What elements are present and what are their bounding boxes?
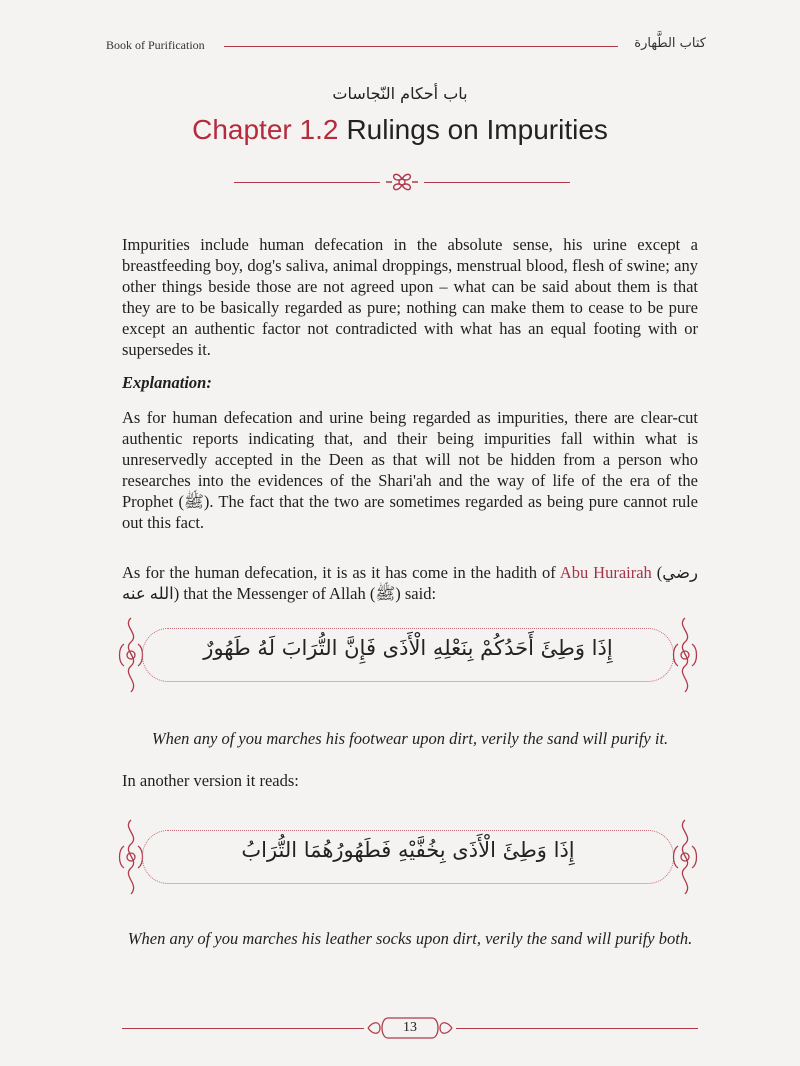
paragraph-ruling: Impurities include human defecation in the absolute sense, his urine except a breastfeeding boy, dog's saliva, animal droppings, menstrual blood, flesh of swine; any other things beside those are not agreed upon – what can be said about them is that they are to be basically regarded as pure; nothing can make them to cease to be pure except an authentic factor not contradicted with what has an equal footing with or supersedes it. (122, 235, 698, 359)
chapter-title: Rulings on Impurities (346, 114, 608, 145)
header-arabic-title: كتاب الطَّهارة (634, 36, 706, 51)
hadith-intro-after: (رضي الله عنه) that the Messenger of Allah (ﷺ) said: (122, 563, 698, 603)
page-footer (122, 1014, 698, 1042)
paragraph-explanation: As for human defecation and urine being regarded as impurities, there are clear-cut authentic reports indicating that, and their being impurities fall within what is unreservedly accepted in the Deen as that will not be hidden from a person who researches into the evidences of the Shari'ah and the way of life of the era of the Prophet (ﷺ). The fact that the two are sometimes regarded as being pure cannot rule out this fact. (122, 408, 698, 532)
page-number: 13 (403, 1020, 417, 1035)
scroll-ornament-icon (670, 816, 700, 898)
narrator-name: Abu Hurairah (559, 563, 652, 582)
flourish-ornament-icon (384, 170, 420, 194)
header-rule (224, 46, 618, 47)
paragraph-another-version: In another version it reads: (122, 771, 299, 790)
hadith-box (116, 816, 700, 898)
chapter-divider (234, 170, 570, 194)
hadith-box (116, 614, 700, 696)
running-header (106, 38, 706, 54)
chapter-heading (0, 114, 800, 146)
hadith-arabic: إِذَا وَطِئَ أَحَدُكُمْ بِنَعْلِهِ الْأَذَى فَإِنَّ التُّرَابَ لَهُ طَهُورٌ (203, 636, 613, 660)
hadith-arabic: إِذَا وَطِئَ الْأَذَى بِخُفَّيْهِ فَطَهُورُهُمَا التُّرَابُ (241, 838, 575, 862)
divider-line-right (424, 182, 570, 183)
chapter-arabic-title: باب أحكام النّجاسات (332, 84, 468, 103)
paragraph-hadith-intro (122, 562, 698, 604)
divider-line-left (234, 182, 380, 183)
scroll-ornament-icon (670, 614, 700, 696)
footer-rule-right (456, 1028, 698, 1029)
explanation-heading: Explanation: (122, 373, 212, 392)
chapter-number: Chapter 1.2 (192, 114, 339, 145)
footer-rule-left (122, 1028, 364, 1029)
hadith-translation: When any of you marches his footwear upon dirt, verily the sand will purify it. (151, 729, 669, 748)
hadith-translation: When any of you marches his leather socks upon dirt, verily the sand will purify both. (127, 929, 693, 948)
header-book-title: Book of Purification (106, 38, 205, 52)
hadith-intro-before: As for the human defecation, it is as it has come in the hadith of (122, 563, 560, 582)
